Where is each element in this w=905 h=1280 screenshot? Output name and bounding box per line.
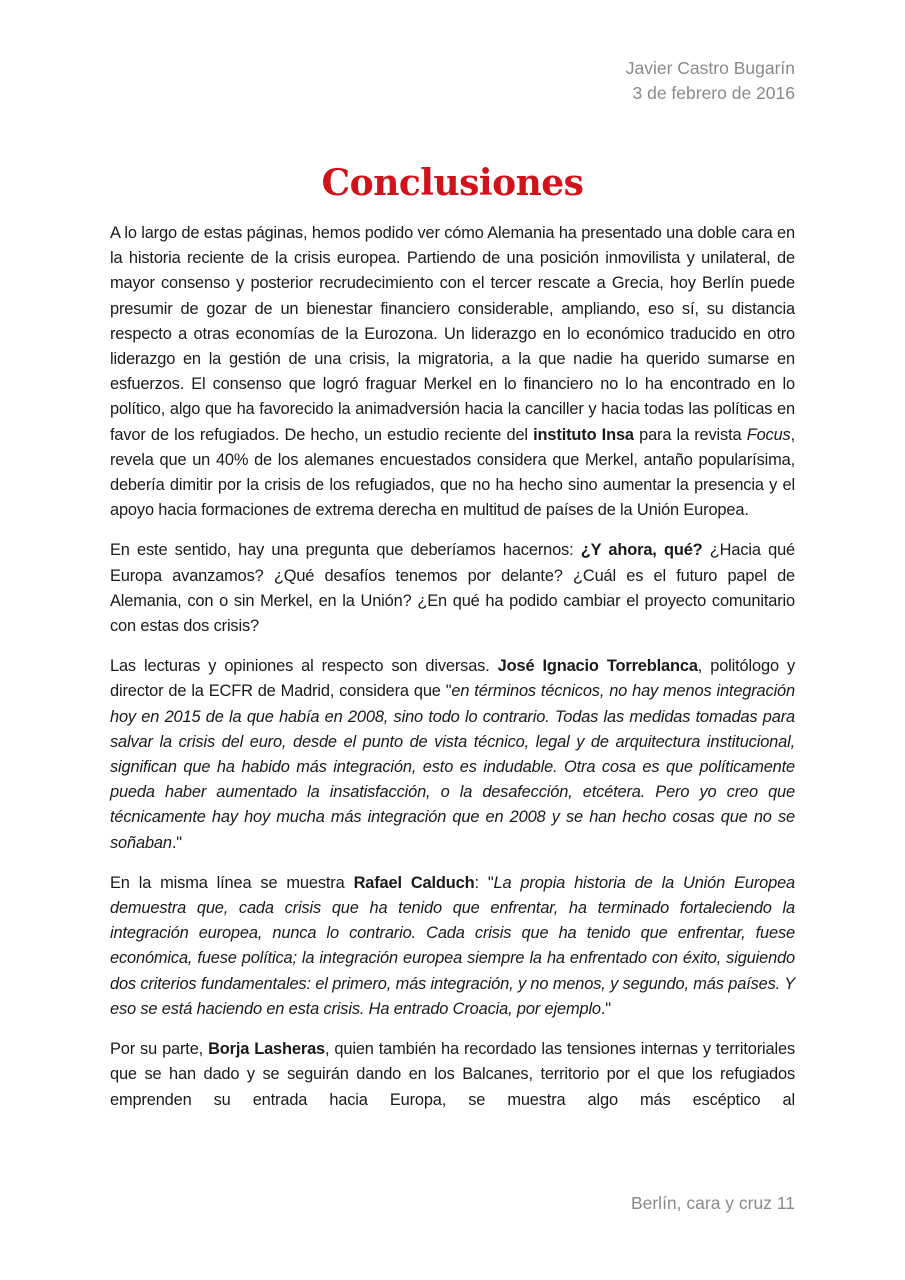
paragraph bbox=[110, 654, 795, 856]
text: , revela que un 40% de los alemanes encuestados considera que Merkel, antaño popularísima, debería dimitir por la crisis de los refugiados, que no ha hecho sino aumentar la presencia y el apoyo hacia formaciones de extrema derecha en multitud de países de la Unión Europea. bbox=[110, 425, 795, 520]
text: ¿Hacia qué Europa avanzamos? ¿Qué desafíos tenemos por delante? ¿Cuál es el futuro papel de Alemania, con o sin Merkel, en la Unión? ¿En qué ha podido cambiar el proyecto comunitario con estas dos crisis? bbox=[110, 541, 795, 636]
bold-text: instituto Insa bbox=[533, 425, 634, 444]
text: , politólogo y director de la ECFR de Madrid, considera que " bbox=[110, 657, 795, 701]
page-footer: Berlín, cara y cruz 11 bbox=[630, 1193, 795, 1213]
body-text bbox=[110, 221, 795, 1128]
date: 3 de febrero de 2016 bbox=[632, 83, 795, 103]
text: A lo largo de estas páginas, hemos podido ver cómo Alemania ha presentado una doble cara en la historia reciente de la crisis europea. Partiendo de una posición inmovilista y unilateral, de mayor consenso y posterior recrudecimiento con el tercer rescate a Grecia, hoy Berlín puede presumir de gozar de un bienestar financiero considerable, ampliando, eso sí, su distancia respecto a otras economías de la Eurozona. Un liderazgo en lo económico traducido en otro liderazgo en la gestión de una crisis, la migratoria, a la que nadie ha querido sumarse en esfuerzos. El consenso que logró fraguar Merkel en lo financiero no lo ha encontrado en lo político, algo que ha favorecido la animadversión hacia la canciller y hacia todas las políticas en favor de los refugiados. De hecho, un estudio reciente del bbox=[110, 224, 795, 444]
page-header bbox=[626, 56, 795, 106]
text: Las lecturas y opiniones al respecto son diversas. bbox=[110, 657, 498, 676]
quote-text: La propia historia de la Unión Europea demuestra que, cada crisis que ha tenido que enfrentar, ha terminado fortaleciendo la integración europea, nunca lo contrario. Cada crisis que ha tenido que enfrentar, fuese económica, fuese política; la integración europea siempre la ha enfrentado con éxito, siguiendo dos criterios fundamentales: el primero, más integración, y no menos, y segundo, más países. Y eso se está haciendo en esta crisis. Ha entrado Croacia, por ejemplo bbox=[110, 873, 796, 1018]
page-title: Conclusiones bbox=[321, 162, 584, 204]
bold-text: José Ignacio Torreblanca bbox=[497, 657, 698, 676]
text: En este sentido, hay una pregunta que deberíamos hacernos: bbox=[110, 541, 581, 560]
paragraph bbox=[110, 1037, 795, 1113]
text: En la misma línea se muestra bbox=[110, 873, 354, 892]
text: , quien también ha recordado las tensiones internas y territoriales que se han dado y se seguirán dando en los Balcanes, territorio por el que los refugiados emprenden su entrada hacia Europa, se muestra algo más escéptico al bbox=[110, 1040, 795, 1109]
bold-text: Borja Lasheras bbox=[208, 1040, 326, 1059]
quote-text: en términos técnicos, no hay menos integración hoy en 2015 de la que había en 2008, sino todo lo contrario. Todas las medidas tomadas para salvar la crisis del euro, desde el punto de vista técnico, legal y de arquitectura institucional, significan que ha habido más integración, esto es indudable. Otra cosa es que políticamente pueda haber aumentado la insatisfacción, o la desafección, etcétera. Pero yo creo que técnicamente hay hoy mucha más integración que en 2008 y se han hecho cosas que no se soñaban bbox=[110, 682, 795, 852]
author: Javier Castro Bugarín bbox=[625, 58, 795, 78]
bold-text: ¿Y ahora, qué? bbox=[580, 541, 703, 560]
text: ." bbox=[600, 999, 611, 1018]
paragraph bbox=[110, 221, 795, 523]
text: Por su parte, bbox=[110, 1040, 209, 1059]
italic-text: Focus bbox=[746, 425, 791, 444]
paragraph bbox=[110, 538, 795, 639]
text: ." bbox=[171, 833, 182, 852]
bold-text: Rafael Calduch bbox=[353, 873, 475, 892]
text: : " bbox=[474, 873, 494, 892]
text: para la revista bbox=[633, 425, 747, 444]
paragraph bbox=[110, 871, 795, 1022]
